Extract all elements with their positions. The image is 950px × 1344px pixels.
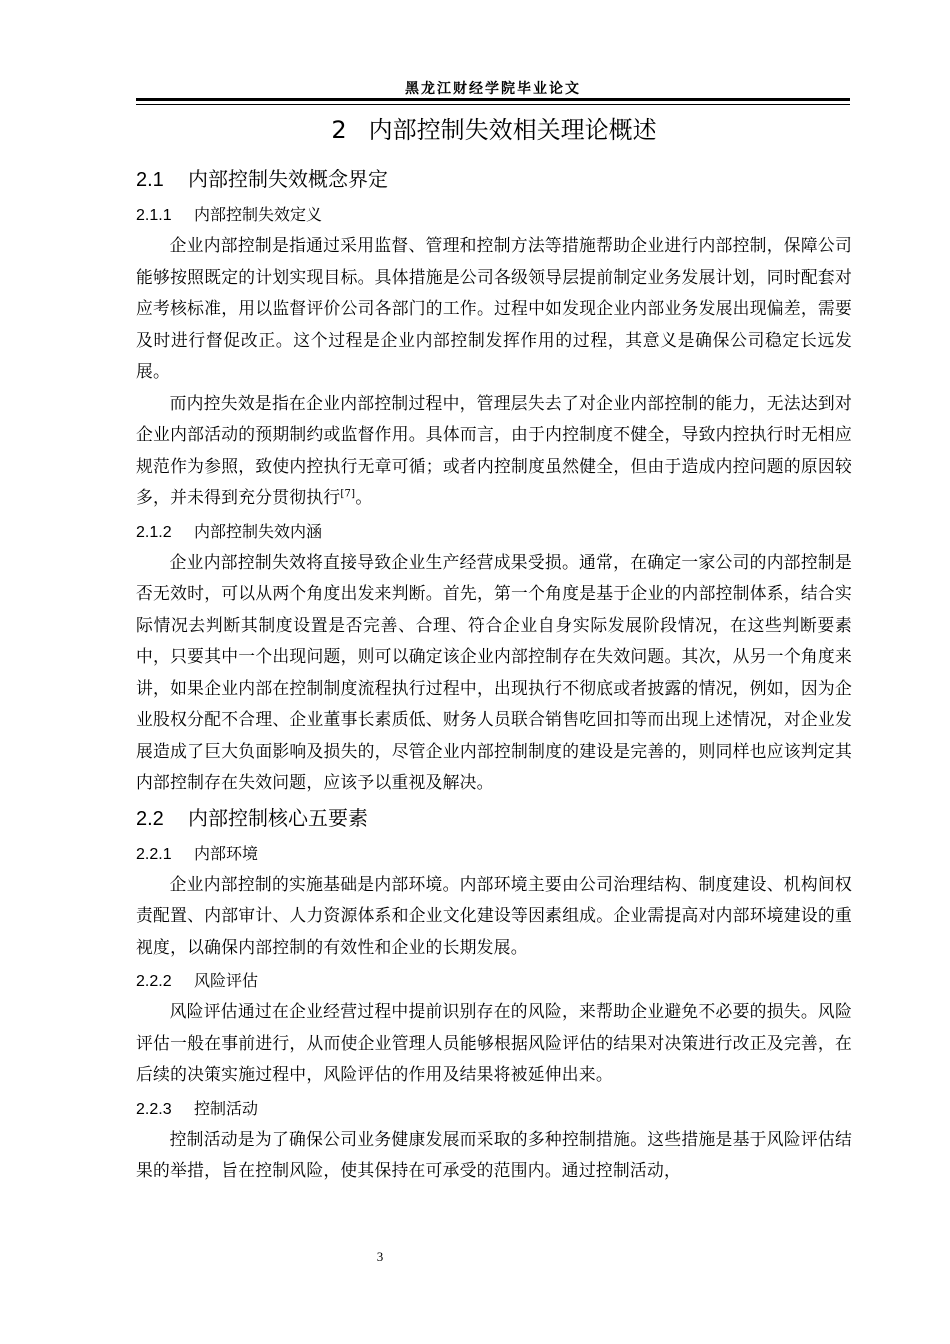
body-paragraph	[136, 388, 852, 514]
body-paragraph: 企业内部控制失效将直接导致企业生产经营成果受损。通常，在确定一家公司的内部控制是否无效时，可以从两个角度出发来判断。首先，第一个角度是基于企业的内部控制体系，结合实际情况去判断其制度设置是否完善、合理、符合企业自身实际发展阶段情况，在这些判断要素中，只要其中一个出现问题，则可以确定该企业内部控制存在失效问题。其次，从另一个角度来讲，如果企业内部在控制制度流程执行过程中，出现执行不彻底或者披露的情况，例如，因为企业股权分配不合理、企业董事长素质低、财务人员联合销售吃回扣等而出现上述情况，对企业发展造成了巨大负面影响及损失的，尽管企业内部控制制度的建设是完善的，则同样也应该判定其内部控制存在失效问题，应该予以重视及解决。	[136, 551, 852, 792]
body-paragraph: 企业内部控制的实施基础是内部环境。内部环境主要由公司治理结构、制度建设、机构间权责配置、内部审计、人力资源体系和企业文化建设等因素组成。企业需提高对内部环境建设的重视度，以确保内部控制的有效性和企业的长期发展。	[136, 873, 852, 957]
page-content	[136, 110, 852, 1187]
header-rule-thick	[136, 98, 850, 101]
subsection-heading	[136, 518, 852, 547]
paragraph-text: 而内控失效是指在企业内部控制过程中，管理层失去了对企业内部控制的能力，无法达到对企业内部活动的预期制约或监督作用。具体而言，由于内控制度不健全，导致内控执行时无相应规范作为参照，致使内控执行无章可循；或者内控制度虽然健全，但由于造成内控问题的原因较多，并未得到充分贯彻执行	[136, 392, 852, 507]
subsection-number: 2.2.1	[136, 845, 172, 863]
chapter-number: 2	[331, 116, 347, 144]
subsection-title: 内部控制失效内涵	[194, 521, 323, 541]
section-heading	[136, 801, 852, 836]
body-paragraph: 控制活动是为了确保公司业务健康发展而采取的多种控制措施。这些措施是基于风险评估结果的举措，旨在控制风险，使其保持在可承受的范围内。通过控制活动，	[136, 1128, 852, 1180]
subsection-heading	[136, 201, 852, 230]
subsection-heading	[136, 840, 852, 869]
chapter-title-text: 内部控制失效相关理论概述	[368, 116, 657, 144]
paragraph-end: 。	[355, 487, 373, 507]
section-number: 2.2	[136, 807, 164, 830]
subsection-title: 内部控制失效定义	[194, 205, 323, 224]
subsection-heading	[136, 967, 852, 996]
header-rule-thin	[136, 104, 850, 105]
subsection-number: 2.2.3	[136, 1100, 172, 1118]
running-header: 黑龙江财经学院毕业论文	[405, 81, 581, 97]
section-title: 内部控制核心五要素	[188, 805, 368, 830]
section-heading	[136, 162, 852, 197]
subsection-number: 2.1.2	[136, 523, 172, 541]
chapter-title	[136, 110, 852, 150]
section-title: 内部控制失效概念界定	[188, 167, 388, 191]
body-paragraph: 企业内部控制是指通过采用监督、管理和控制方法等措施帮助企业进行内部控制，保障公司能够按照既定的计划实现目标。具体措施是公司各级领导层提前制定业务发展计划，同时配套对应考核标准，用以监督评价公司各部门的工作。过程中如发现企业内部业务发展出现偏差，需要及时进行督促改正。这个过程是企业内部控制发挥作用的过程，其意义是确保公司稳定长远发展。	[136, 235, 852, 381]
section-number: 2.1	[136, 169, 164, 191]
subsection-heading	[136, 1095, 852, 1124]
citation-marker: [7]	[340, 488, 356, 500]
subsection-title: 控制活动	[194, 1098, 259, 1118]
subsection-number: 2.1.1	[136, 207, 172, 224]
body-paragraph: 风险评估通过在企业经营过程中提前识别存在的风险，来帮助企业避免不必要的损失。风险评估一般在事前进行，从而使企业管理人员能够根据风险评估的结果对决策进行改正及完善，在后续的决策实施过程中，风险评估的作用及结果将被延伸出来。	[136, 1001, 852, 1084]
subsection-title: 内部环境	[194, 843, 259, 863]
subsection-title: 风险评估	[194, 971, 259, 990]
page-number: 3	[376, 1249, 384, 1264]
subsection-number: 2.2.2	[136, 973, 172, 990]
